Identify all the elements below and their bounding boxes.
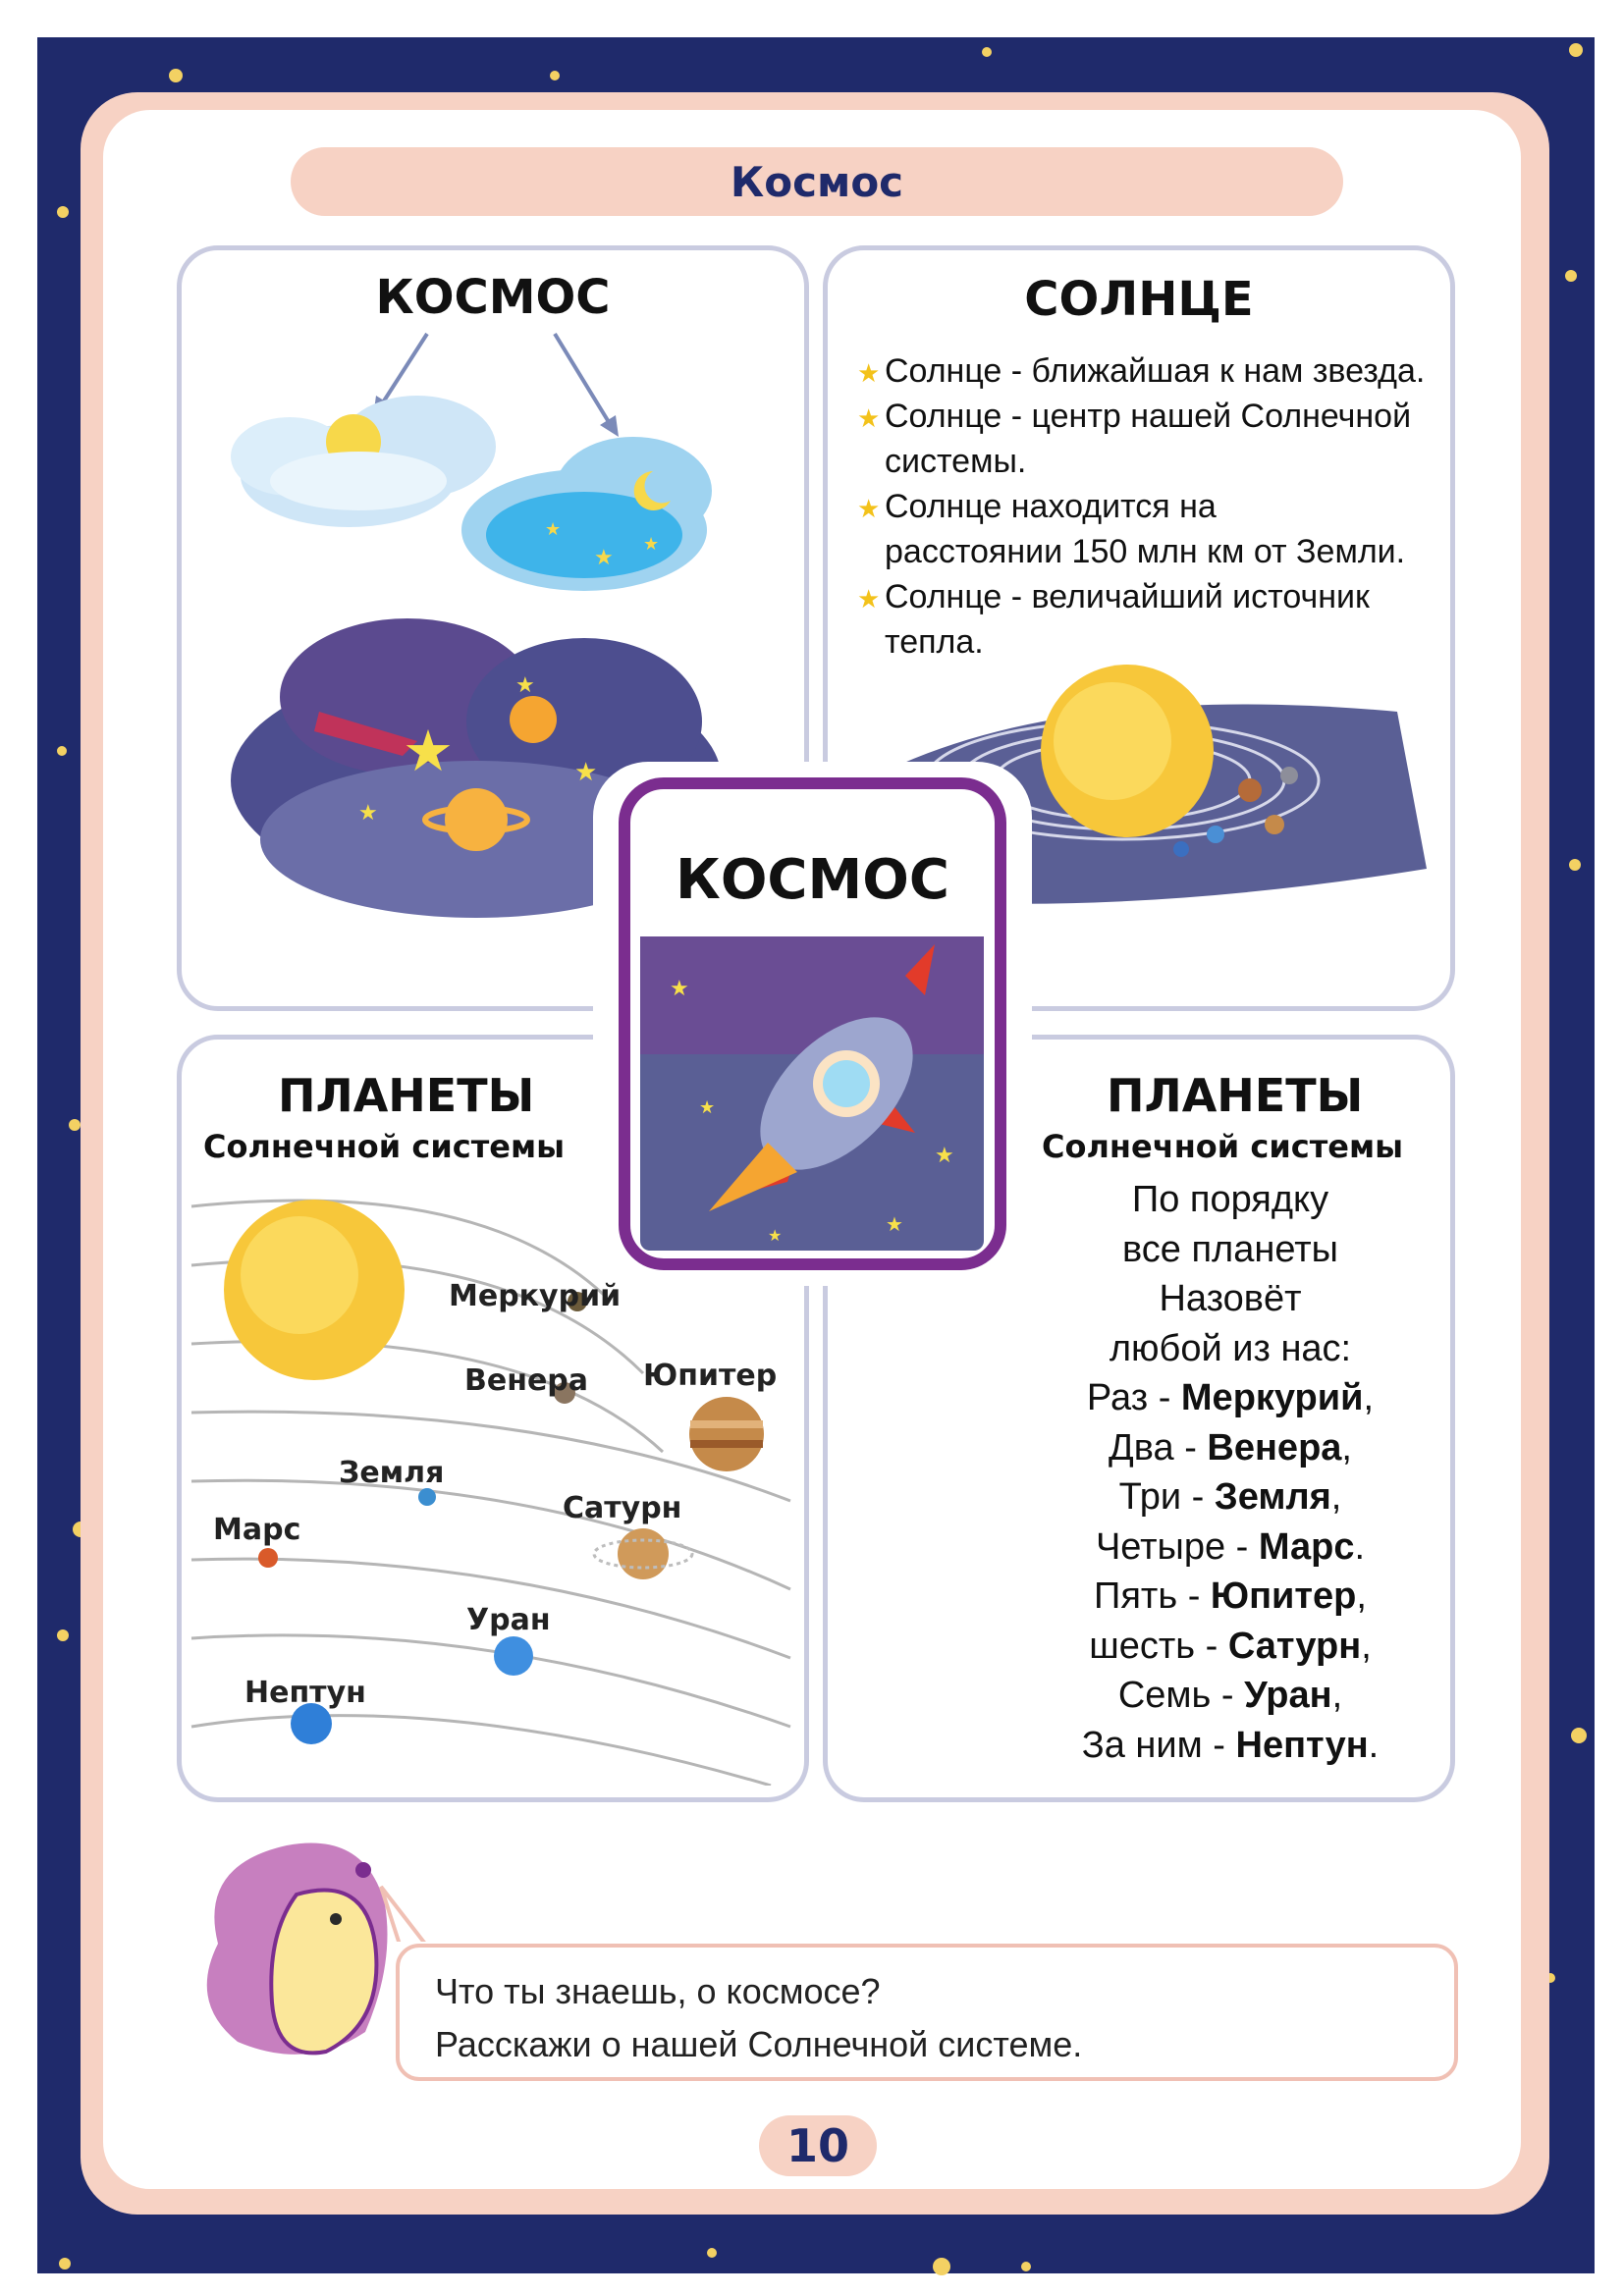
star-dot — [169, 69, 183, 82]
star-dot — [69, 1119, 81, 1131]
svg-text:★: ★ — [935, 1144, 954, 1168]
center-card-title: КОСМОС — [676, 848, 949, 912]
center-card — [619, 777, 1006, 1270]
planets-right-title: ПЛАНЕТЫ — [1107, 1069, 1364, 1122]
svg-text:★: ★ — [594, 546, 614, 570]
space-card-title: КОСМОС — [375, 270, 611, 325]
star-dot — [982, 47, 992, 57]
planet-label-venus: Венера — [464, 1363, 589, 1398]
star-dot — [1569, 43, 1583, 57]
svg-text:★: ★ — [886, 1212, 903, 1236]
sun-card-title: СОЛНЦЕ — [1024, 272, 1254, 327]
planet-label-earth: Земля — [339, 1456, 445, 1490]
planets-poem: По порядку все планеты Назовёт любой из нас: Раз - Меркурий, Два - Венера, Три - Земля, Четыре - Марс. Пять - Юпитер, шесть - Сатурн, Семь - Уран, За ним - Нептун. — [1081, 1179, 1380, 1766]
sun-fact: ★ Солнце находится на расстоянии 150 млн км от Земли. — [857, 488, 1406, 570]
speech-line-2: Расскажи о нашей Солнечной системе. — [435, 2024, 1083, 2064]
svg-text:★: ★ — [643, 534, 660, 555]
planets-left-title: ПЛАНЕТЫ — [278, 1069, 535, 1122]
day-cloud-icon — [231, 396, 496, 527]
speech-tail — [373, 1883, 432, 1942]
star-dot — [1569, 859, 1581, 871]
rocket-illustration — [640, 936, 984, 1251]
star-dot — [1565, 270, 1577, 282]
planet-label-saturn: Сатурн — [563, 1491, 682, 1525]
star-dot — [57, 746, 67, 756]
svg-text:★: ★ — [574, 758, 598, 787]
svg-text:★: ★ — [699, 1097, 716, 1118]
planet-label-neptune: Нептун — [244, 1676, 366, 1710]
planets-left-subtitle: Солнечной системы — [203, 1128, 566, 1165]
page-number: 10 — [759, 2115, 877, 2176]
star-dot — [57, 206, 69, 218]
sun-fact: ★ Солнце - центр нашей Солнечной системы. — [857, 398, 1412, 480]
planet-label-uranus: Уран — [466, 1603, 551, 1637]
sun-facts-list — [857, 348, 1425, 665]
star-dot — [59, 2258, 71, 2269]
sun-fact: ★ Солнце - ближайшая к нам звезда. — [857, 352, 1426, 390]
speech-bubble — [396, 1944, 1458, 2081]
svg-text:★: ★ — [545, 519, 562, 540]
planets-right-subtitle: Солнечной системы — [1042, 1128, 1404, 1165]
page-title: Космос — [291, 147, 1343, 216]
night-cloud-icon — [461, 437, 712, 591]
svg-text:★: ★ — [358, 801, 378, 826]
sun-fact: ★ Солнце - величайший источник тепла. — [857, 578, 1370, 661]
star-dot — [550, 71, 560, 80]
svg-text:★: ★ — [515, 673, 535, 698]
speech-line-1: Что ты знаешь, о космосе? — [435, 1971, 881, 2011]
svg-text:★: ★ — [768, 1226, 783, 1245]
svg-text:★: ★ — [403, 718, 454, 784]
hedgehog-mascot — [179, 1826, 414, 2081]
planet-label-mercury: Меркурий — [449, 1279, 622, 1313]
star-dot — [707, 2248, 717, 2258]
star-dot — [933, 2258, 950, 2275]
star-dot — [1571, 1728, 1587, 1743]
planet-label-mars: Марс — [213, 1513, 301, 1547]
star-dot — [57, 1629, 69, 1641]
svg-text:★: ★ — [670, 977, 689, 1001]
planet-label-jupiter: Юпитер — [643, 1359, 778, 1393]
star-dot — [1021, 2262, 1031, 2271]
